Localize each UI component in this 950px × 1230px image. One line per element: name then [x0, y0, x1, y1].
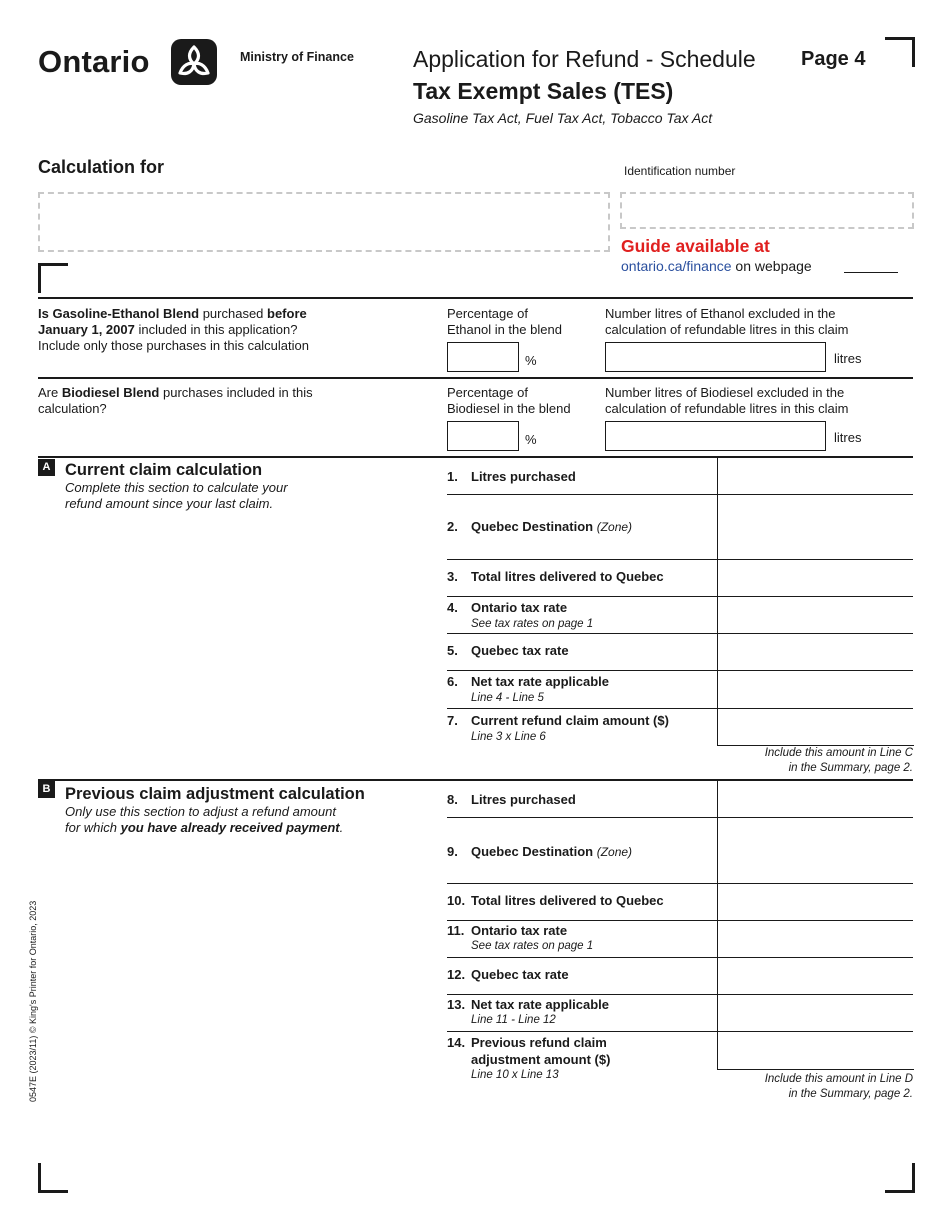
line-number: 4. [447, 600, 458, 615]
biodiesel-question [38, 385, 438, 417]
line-7-row [447, 709, 913, 746]
line-text: Ontario tax rate [471, 923, 568, 938]
identification-number-field[interactable] [620, 192, 914, 229]
line-text: Total litres delivered to Quebec [471, 569, 664, 584]
line-6-row [447, 671, 913, 709]
line-14-input[interactable] [717, 1032, 914, 1070]
section-a-description-line2: refund amount since your last claim. [65, 496, 274, 511]
form-code: 0547E (2023/11) © King's Printer for Ontario, 2023 [28, 900, 38, 1102]
biodiesel-litres-label [605, 385, 849, 417]
identification-number-label: Identification number [624, 164, 736, 178]
line-13-input[interactable] [717, 995, 914, 1031]
line-label [447, 713, 669, 728]
ethanol-percentage-label [447, 306, 562, 338]
line-text: Quebec tax rate [471, 643, 569, 658]
ethanol-question-bold1: Is Gasoline-Ethanol Blend [38, 306, 200, 321]
line-12-row [447, 958, 913, 995]
line-12-input[interactable] [717, 958, 914, 994]
line-text: Ontario tax rate [471, 600, 568, 615]
line-label [447, 893, 664, 908]
line-11-row [447, 921, 913, 958]
line-number: 10. [447, 893, 466, 908]
line-subtext: Line 3 x Line 6 [471, 731, 546, 743]
divider [38, 377, 913, 379]
line-number: 13. [447, 997, 466, 1012]
line-5-row [447, 634, 913, 671]
line-text: Litres purchased [471, 469, 576, 484]
line-2-input[interactable] [717, 495, 914, 559]
calculation-for-heading: Calculation for [38, 157, 165, 177]
line-label [447, 923, 567, 938]
section-a-note-line2: in the Summary, page 2. [788, 762, 913, 774]
line-3-row [447, 560, 913, 597]
ministry-name: Ministry of Finance [240, 50, 354, 64]
line-1-row [447, 458, 913, 495]
section-a-title: Current claim calculation [65, 461, 263, 479]
line-text: Total litres delivered to Quebec [471, 893, 664, 908]
line-label [447, 1035, 607, 1050]
line-1-input[interactable] [717, 458, 914, 494]
line-subtext: Line 4 - Line 5 [471, 692, 544, 704]
line-subtext: See tax rates on page 1 [471, 940, 594, 952]
line-zone-note: (Zone) [596, 845, 633, 859]
line-10-row [447, 884, 913, 921]
ethanol-question-bold2: before [267, 306, 307, 321]
line-11-input[interactable] [717, 921, 914, 957]
line-9-row [447, 818, 913, 884]
divider [38, 297, 913, 299]
biodiesel-question-bold1: Biodiesel Blend [61, 385, 160, 400]
line-8-row [447, 781, 913, 818]
guide-heading: Guide available at [621, 236, 770, 256]
section-b-description-text: for which [65, 820, 121, 835]
form-title: Application for Refund - Schedule [413, 46, 756, 72]
line-label [447, 792, 576, 807]
biodiesel-question-line2: calculation? [38, 401, 107, 416]
line-2-row [447, 495, 913, 560]
line-zone-note: (Zone) [596, 520, 633, 534]
ethanol-percentage-label-line1: Percentage of [447, 306, 528, 321]
line-number: 7. [447, 713, 458, 728]
biodiesel-question-text2: purchases included in this [159, 385, 313, 400]
section-b-note [765, 1072, 913, 1102]
applicable-acts: Gasoline Tax Act, Fuel Tax Act, Tobacco Tax Act [413, 110, 713, 126]
section-b-description-end: . [339, 820, 344, 835]
biodiesel-litres-label-line1: Number litres of Biodiesel excluded in the [605, 385, 845, 400]
line-number: 6. [447, 674, 458, 689]
guide-link-line [621, 258, 812, 274]
line-number: 5. [447, 643, 458, 658]
line-9-input[interactable] [717, 818, 914, 883]
ethanol-question-text1: purchased [199, 306, 268, 321]
ethanol-percentage-label-line2: Ethanol in the blend [447, 322, 562, 337]
line-subtext: Line 10 x Line 13 [471, 1069, 559, 1081]
section-a-description-line1: Complete this section to calculate your [65, 480, 288, 495]
line-label [447, 967, 569, 982]
line-4-input[interactable] [717, 597, 914, 633]
section-b-note-line2: in the Summary, page 2. [788, 1088, 913, 1100]
line-text: Quebec tax rate [471, 967, 569, 982]
biodiesel-percentage-label-line1: Percentage of [447, 385, 528, 400]
ethanol-litres-label-line1: Number litres of Ethanol excluded in the [605, 306, 836, 321]
section-a-description [65, 480, 288, 512]
trillium-logo-icon [171, 39, 217, 85]
ethanol-question-line3: Include only those purchases in this calculation [38, 338, 309, 353]
line-subtext: See tax rates on page 1 [471, 618, 594, 630]
line-text: Quebec Destination [471, 844, 594, 859]
line-3-input[interactable] [717, 560, 914, 596]
calculation-for-field[interactable] [38, 192, 610, 252]
line-10-input[interactable] [717, 884, 914, 920]
biodiesel-litres-label-line2: calculation of refundable litres in this claim [605, 401, 849, 416]
line-text: Net tax rate applicable [471, 674, 609, 689]
ethanol-litres-label [605, 306, 849, 338]
line-number: 11. [447, 923, 465, 938]
corner-mark-bottom-left [38, 1163, 68, 1193]
line-label [447, 674, 609, 689]
line-label [447, 844, 632, 859]
corner-mark-left-middle [38, 263, 68, 293]
biodiesel-litres-input[interactable] [605, 421, 826, 451]
line-number: 14. [447, 1035, 466, 1050]
line-label [447, 569, 664, 584]
line-text: Quebec Destination [471, 519, 594, 534]
section-b-description-bold: you have already received payment [120, 820, 340, 835]
line-number: 2. [447, 519, 458, 534]
line-subtext: Line 11 - Line 12 [471, 1014, 556, 1026]
section-b-description-line1: Only use this section to adjust a refund amount [65, 804, 336, 819]
guide-blank-line [844, 272, 898, 273]
line-5-input[interactable] [717, 634, 914, 670]
line-7-input[interactable] [717, 709, 914, 746]
line-label [447, 997, 609, 1012]
biodiesel-percent-unit: % [525, 432, 537, 447]
page-number: Page 4 [801, 48, 866, 70]
corner-mark-top-right [885, 37, 915, 67]
section-a-note [765, 746, 913, 776]
form-subtitle: Tax Exempt Sales (TES) [413, 78, 674, 104]
line-6-input[interactable] [717, 671, 914, 708]
biodiesel-litres-unit: litres [834, 430, 862, 445]
line-13-row [447, 995, 913, 1032]
ethanol-litres-label-line2: calculation of refundable litres in this claim [605, 322, 849, 337]
biodiesel-percentage-input[interactable] [447, 421, 519, 451]
line-number: 9. [447, 844, 458, 859]
line-text: Litres purchased [471, 792, 576, 807]
line-text: Current refund claim amount ($) [471, 713, 669, 728]
line-text: Previous refund claim [471, 1035, 607, 1050]
line-number: 3. [447, 569, 458, 584]
guide-suffix: on webpage [735, 258, 812, 274]
section-b-title: Previous claim adjustment calculation [65, 785, 365, 803]
ethanol-question [38, 306, 438, 354]
biodiesel-percentage-label [447, 385, 571, 417]
ethanol-percentage-input[interactable] [447, 342, 519, 372]
ontario-logo-text: Ontario [38, 44, 150, 79]
section-b-badge: B [38, 781, 55, 798]
section-a-badge: A [38, 459, 55, 476]
biodiesel-percentage-label-line2: Biodiesel in the blend [447, 401, 571, 416]
section-b-description [65, 804, 343, 836]
line-label [447, 600, 567, 615]
line-4-row [447, 597, 913, 634]
line-text: Net tax rate applicable [471, 997, 609, 1012]
ethanol-percent-unit: % [525, 353, 537, 368]
corner-mark-bottom-right [885, 1163, 915, 1193]
line-text-continued: adjustment amount ($) [471, 1052, 611, 1067]
ethanol-litres-unit: litres [834, 351, 862, 366]
line-number: 12. [447, 967, 466, 982]
line-number: 8. [447, 792, 458, 807]
section-a-note-line1: Include this amount in Line C [764, 747, 913, 759]
guide-link[interactable]: ontario.ca/finance [621, 258, 732, 274]
section-b-note-line1: Include this amount in Line D [764, 1073, 913, 1085]
ethanol-litres-input[interactable] [605, 342, 826, 372]
ethanol-question-text2: included in this application? [134, 322, 298, 337]
line-label [447, 519, 632, 534]
line-8-input[interactable] [717, 781, 914, 817]
line-label [447, 643, 569, 658]
line-number: 1. [447, 469, 458, 484]
biodiesel-question-text1: Are [38, 385, 62, 400]
line-label [447, 469, 576, 484]
ethanol-question-bold3: January 1, 2007 [38, 322, 135, 337]
